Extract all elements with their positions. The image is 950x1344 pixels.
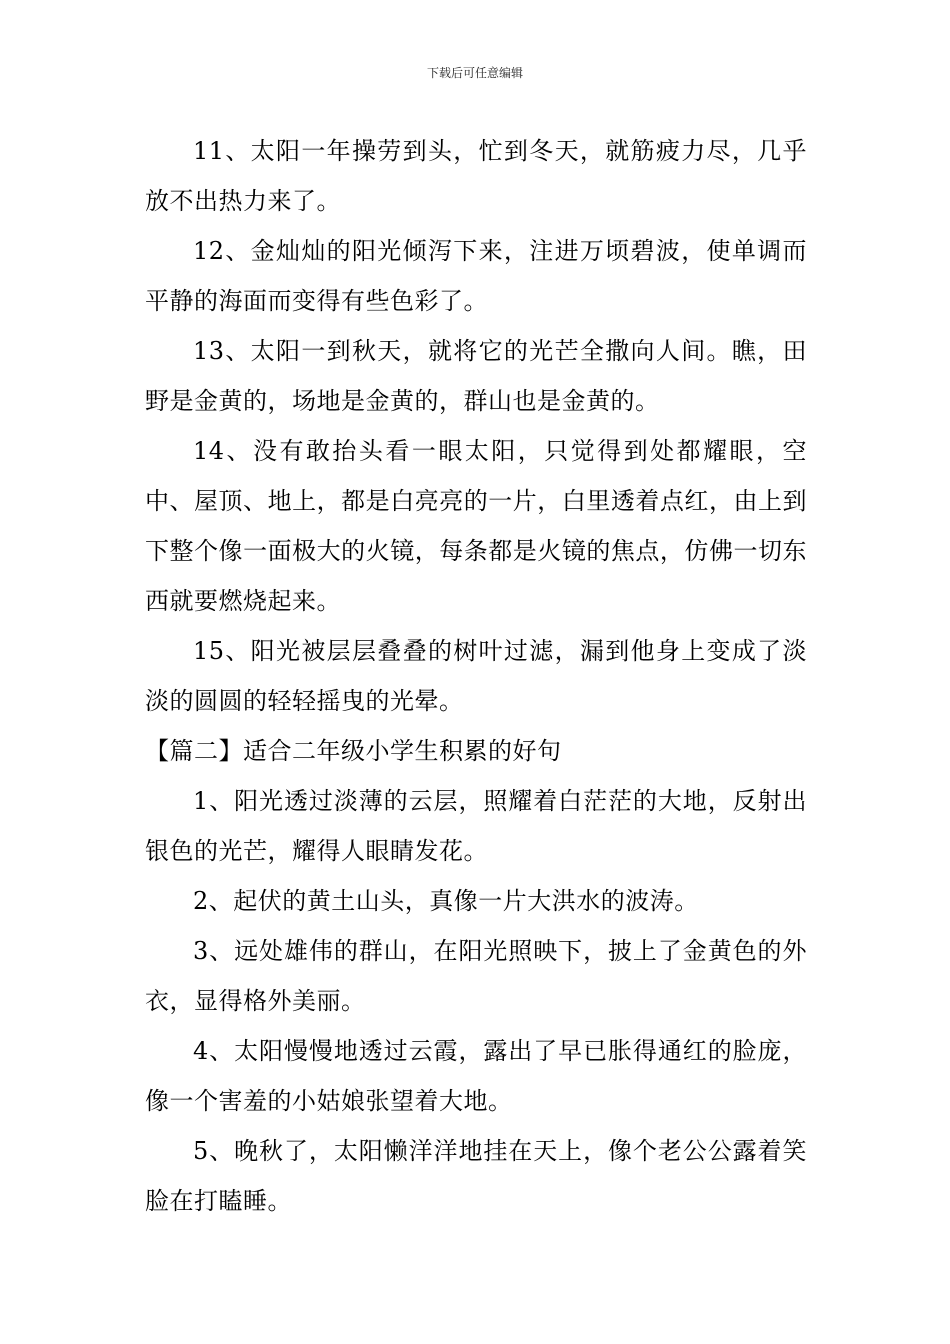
sentence-2: 2、起伏的黄土山头，真像一片大洪水的波涛。	[193, 887, 699, 915]
sentence-14: 14、没有敢抬头看一眼太阳，只觉得到处都耀眼，空中、屋顶、地上，都是白亮亮的一片，白里透着点红，由上到下整个像一面极大的火镜，每条都是火镜的焦点，仿佛一切东西就要燃烧起来。	[145, 437, 807, 615]
page-header-note: 下载后可任意编辑	[426, 66, 523, 80]
section-heading: 【篇二】适合二年级小学生积累的好句	[145, 737, 562, 765]
sentence-12: 12、金灿灿的阳光倾泻下来，注进万顷碧波，使单调而平静的海面而变得有些色彩了。	[145, 237, 807, 315]
sentence-13: 13、太阳一到秋天，就将它的光芒全撒向人间。瞧，田野是金黄的，场地是金黄的，群山也是金黄的。	[145, 337, 807, 415]
sentence-4: 4、太阳慢慢地透过云霞，露出了早已胀得通红的脸庞，像一个害羞的小姑娘张望着大地。	[145, 1037, 807, 1115]
sentence-15: 15、阳光被层层叠叠的树叶过滤，漏到他身上变成了淡淡的圆圆的轻轻摇曳的光晕。	[145, 637, 807, 715]
sentence-5: 5、晚秋了，太阳懒洋洋地挂在天上，像个老公公露着笑脸在打瞌睡。	[145, 1137, 807, 1215]
sentence-3: 3、远处雄伟的群山，在阳光照映下，披上了金黄色的外衣，显得格外美丽。	[145, 937, 807, 1015]
document-body	[145, 126, 807, 1226]
sentence-11: 11、太阳一年操劳到头，忙到冬天，就筋疲力尽，几乎放不出热力来了。	[145, 137, 807, 215]
sentence-1: 1、阳光透过淡薄的云层，照耀着白茫茫的大地，反射出银色的光芒，耀得人眼睛发花。	[145, 787, 807, 865]
